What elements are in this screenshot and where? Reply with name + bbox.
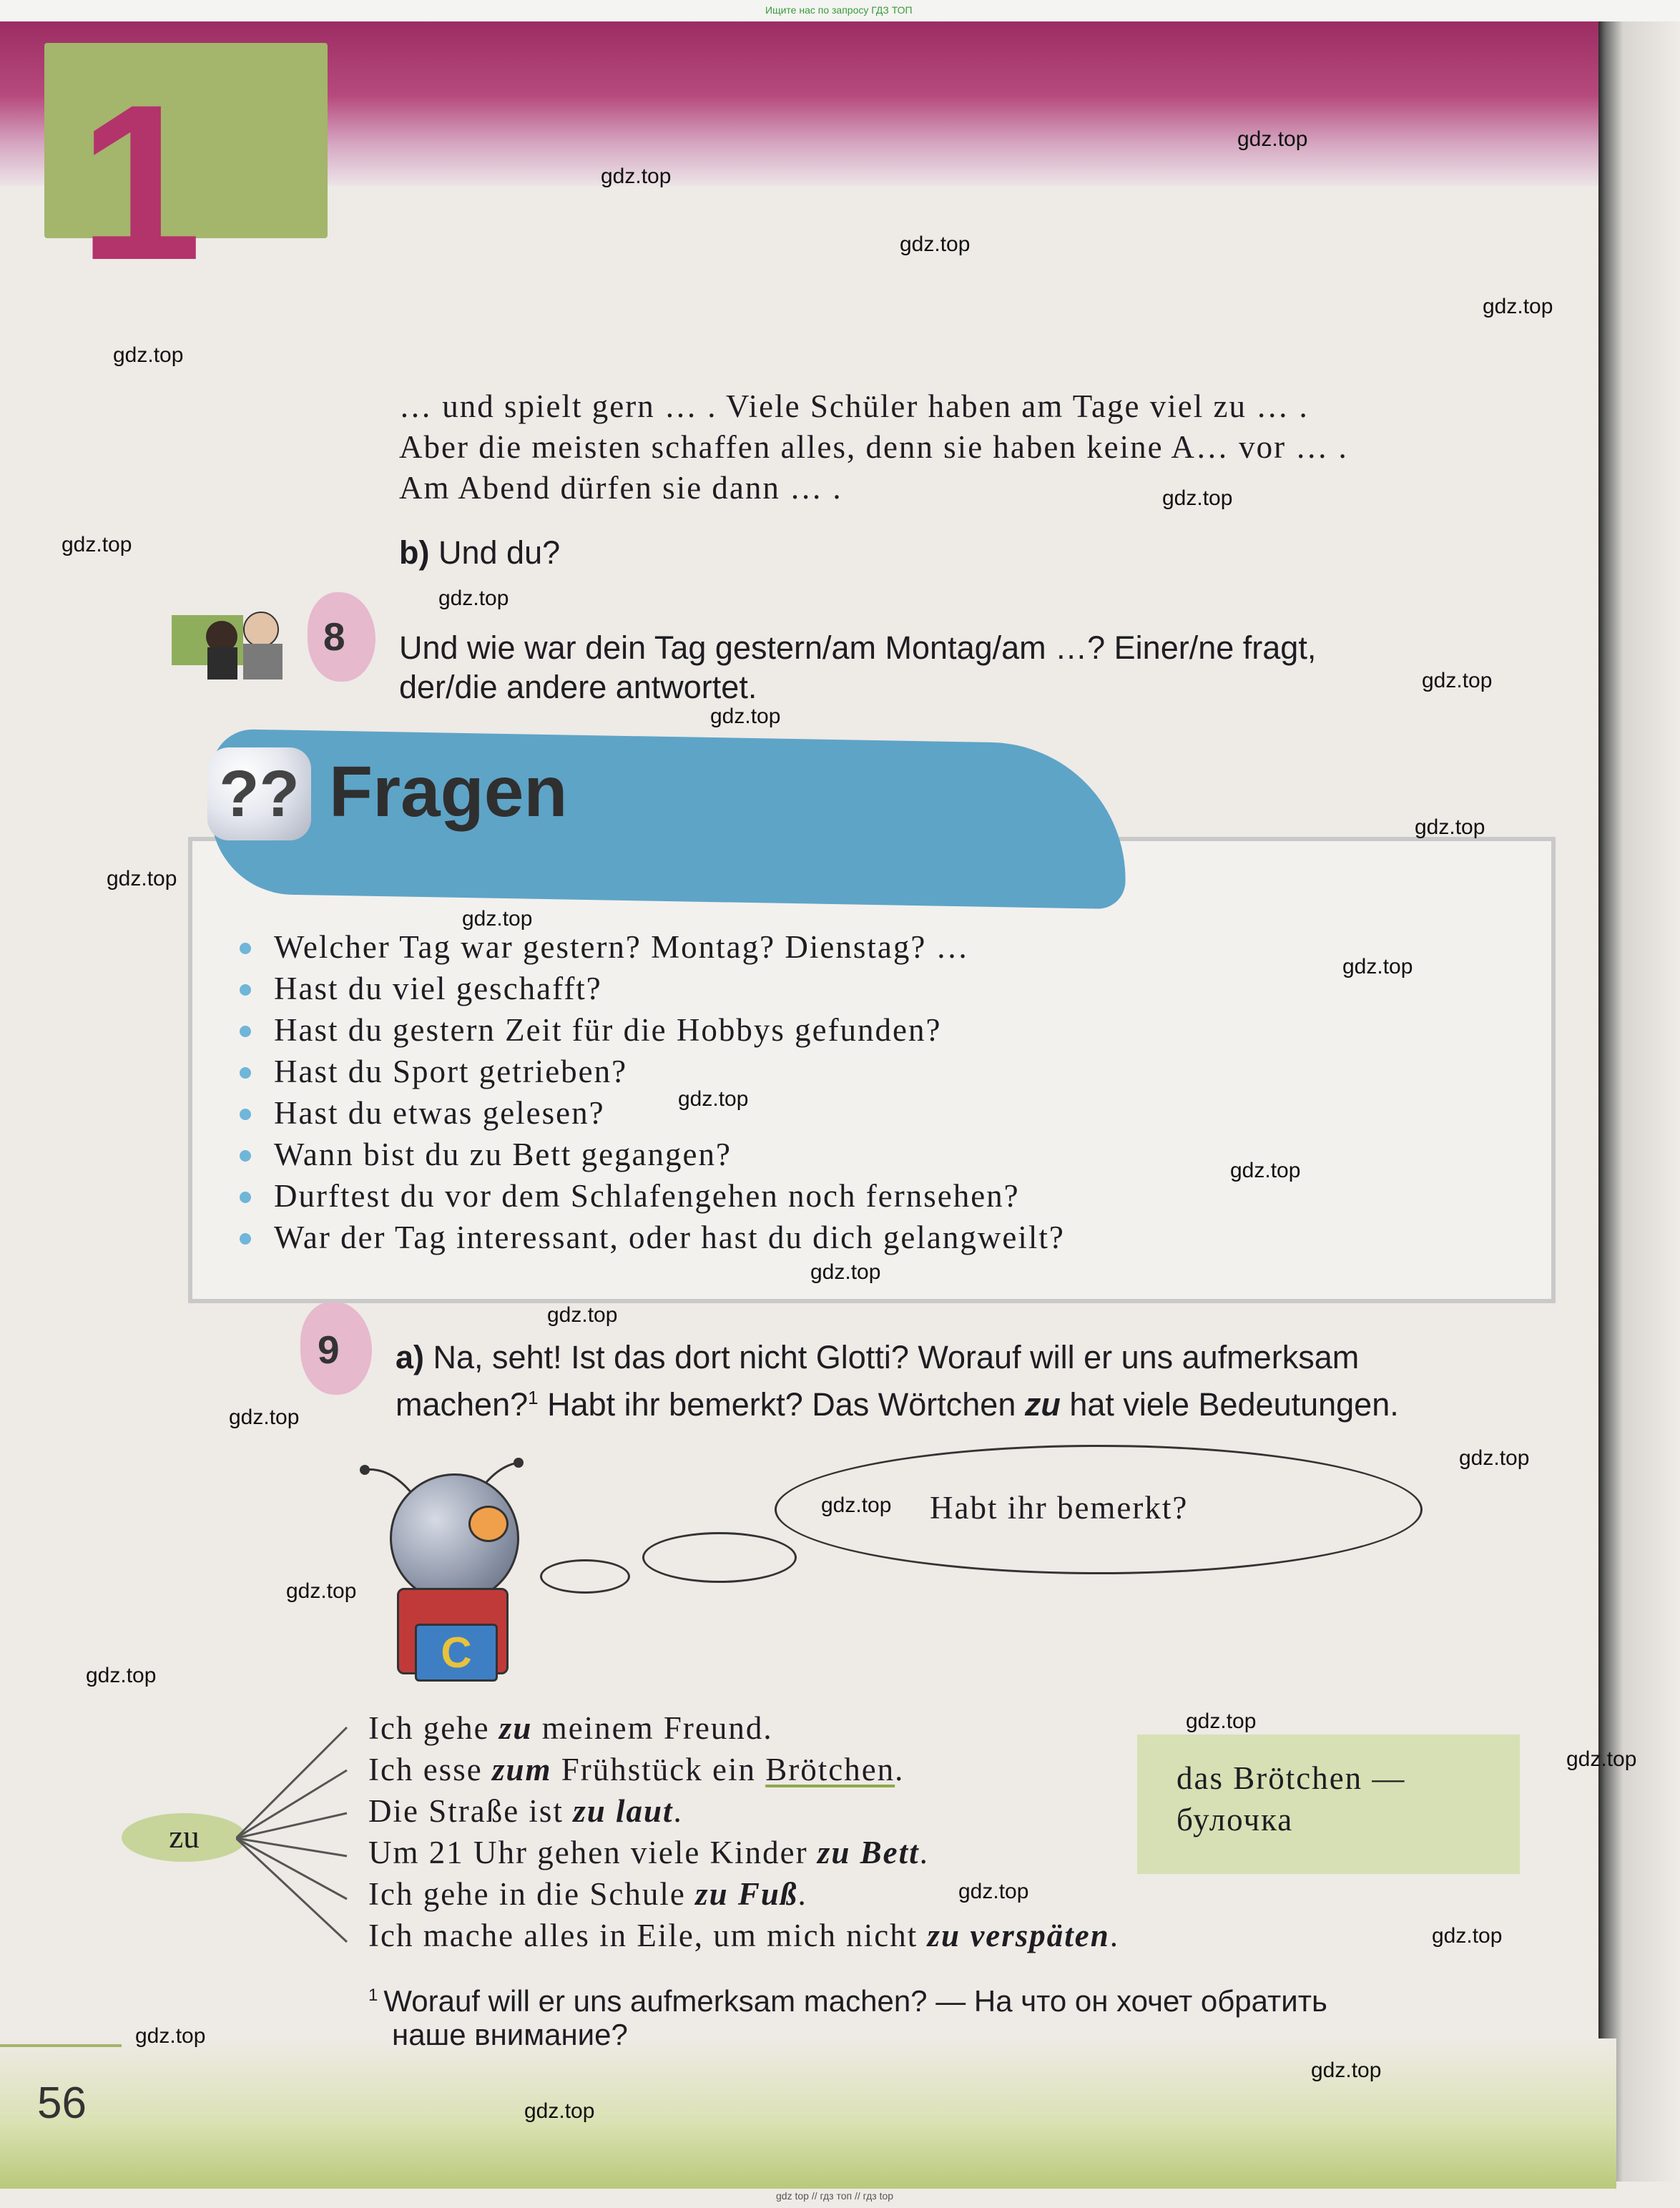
question-marks-icon: ?? <box>207 747 311 840</box>
list-item <box>240 1051 1065 1092</box>
part-b-text: Und du? <box>438 534 561 571</box>
question-text: Hast du Sport getrieben? <box>274 1054 628 1089</box>
watermark: gdz.top <box>678 1087 749 1111</box>
watermark: gdz.top <box>113 343 184 367</box>
watermark: gdz.top <box>1483 295 1553 318</box>
watermark: gdz.top <box>601 165 672 188</box>
chapter-number: 1 <box>79 58 202 306</box>
glotti-robot-letter-block-icon: C <box>415 1624 498 1682</box>
question-text: Wann bist du zu Bett gegangen? <box>274 1137 732 1172</box>
footnote-line-1 <box>368 1976 1327 2021</box>
question-text: Hast du etwas gelesen? <box>274 1095 605 1131</box>
watermark: gdz.top <box>810 1260 881 1284</box>
list-item <box>240 1134 1065 1175</box>
watermark: gdz.top <box>1162 486 1233 510</box>
ex8-line-1: Und wie war dein Tag gestern/am Montag/am …? Einer/ne fragt, <box>399 629 1317 666</box>
watermark: gdz.top <box>958 1880 1029 1903</box>
ex9-line-2 <box>396 1378 1399 1424</box>
watermark: gdz.top <box>821 1493 892 1517</box>
ex9-line-1 <box>396 1338 1359 1377</box>
zu-example-4: Um 21 Uhr gehen viele Kinder zu Bett. <box>368 1835 929 1870</box>
watermark: gdz.top <box>1237 127 1308 151</box>
intro-line-2: Aber die meisten schaffen alles, denn sie haben keine A… vor … . <box>399 429 1348 465</box>
questions-list <box>240 926 1065 1258</box>
intro-line-1: … und spielt gern … . Viele Schüler haben am Tage viel zu … . <box>399 388 1309 424</box>
footnote-ref: 1 <box>528 1387 539 1408</box>
ex9-text-1: Na, seht! Ist das dort nicht Glotti? Worauf will er uns aufmerksam <box>433 1339 1360 1375</box>
watermark: gdz.top <box>900 232 971 256</box>
question-text: War der Tag interessant, oder hast du dich gelangweilt? <box>274 1220 1065 1255</box>
zu-example-1: Ich gehe zu meinem Freund. <box>368 1710 773 1746</box>
question-text: Hast du viel geschafft? <box>274 971 602 1006</box>
zu-example-3: Die Straße ist zu laut. <box>368 1793 683 1829</box>
ex9-label: a) <box>396 1339 425 1375</box>
page-number-rule <box>0 2044 122 2047</box>
question-text: Hast du gestern Zeit für die Hobbys gefunden? <box>274 1012 942 1048</box>
ex9-number: 9 <box>318 1328 340 1372</box>
thought-bubble-small <box>540 1559 630 1594</box>
footnote-mark: 1 <box>368 1986 378 2005</box>
bullet-icon <box>240 1192 251 1203</box>
fragen-title: Fragen <box>329 752 568 832</box>
bullet-icon <box>240 1109 251 1120</box>
list-item <box>240 926 1065 968</box>
vocab-german: das Brötchen — <box>1177 1760 1406 1796</box>
watermark: gdz.top <box>229 1405 300 1429</box>
part-b <box>399 533 560 572</box>
watermark: gdz.top <box>1422 669 1493 692</box>
ex9-text-2a: machen? <box>396 1386 529 1423</box>
ex8-number: 8 <box>323 614 345 659</box>
list-item <box>240 1009 1065 1051</box>
watermark: gdz.top <box>1459 1446 1530 1470</box>
bubble-text: Habt ihr bemerkt? <box>930 1490 1189 1526</box>
ex9-word: zu <box>1024 1386 1061 1423</box>
watermark: gdz.top <box>1230 1159 1301 1182</box>
zu-example-2: Ich esse zum Frühstück ein Brötchen. <box>368 1752 905 1787</box>
watermark: gdz.top <box>1566 1747 1637 1771</box>
thought-bubble-medium <box>642 1532 797 1583</box>
watermark: gdz.top <box>710 705 781 728</box>
question-text: Welcher Tag war gestern? Montag? Dienstag? … <box>274 929 970 965</box>
glotti-robot-nose-icon <box>468 1506 509 1542</box>
zu-label-oval: zu <box>122 1813 247 1862</box>
top-note: Ищите нас по запросу ГДЗ ТОП <box>765 4 913 16</box>
bullet-icon <box>240 1150 251 1162</box>
watermark: gdz.top <box>524 2099 595 2123</box>
watermark: gdz.top <box>1186 1709 1257 1733</box>
list-item <box>240 1217 1065 1258</box>
bullet-icon <box>240 943 251 954</box>
footnote-text-1: Worauf will er uns aufmerksam machen? — На что он хочет обратить <box>383 1984 1327 2018</box>
children-illustration-icon <box>172 601 300 679</box>
bottom-note: gdz top // гдз топ // гдз top <box>776 2190 894 2202</box>
list-item <box>240 968 1065 1009</box>
watermark: gdz.top <box>86 1664 157 1687</box>
zu-connector-lines <box>236 1724 372 1963</box>
question-text: Durftest du vor dem Schlafengehen noch fernsehen? <box>274 1178 1020 1214</box>
watermark: gdz.top <box>1311 2059 1382 2082</box>
watermark: gdz.top <box>438 587 509 610</box>
ex9-text-2c: hat viele Bedeutungen. <box>1060 1386 1399 1423</box>
footnote-line-2: наше внимание? <box>392 2018 628 2051</box>
intro-line-3: Am Abend dürfen sie dann … . <box>399 470 843 506</box>
watermark: gdz.top <box>135 2024 206 2048</box>
book-spine-edge <box>1598 21 1680 2182</box>
watermark: gdz.top <box>547 1303 618 1327</box>
bullet-icon <box>240 984 251 996</box>
ex9-text-2b: Habt ihr bemerkt? Das Wörtchen <box>538 1386 1025 1423</box>
page-number: 56 <box>37 2079 87 2128</box>
part-b-label: b) <box>399 534 430 571</box>
watermark: gdz.top <box>462 907 533 931</box>
list-item <box>240 1092 1065 1134</box>
list-item <box>240 1175 1065 1217</box>
watermark: gdz.top <box>1432 1924 1503 1948</box>
zu-example-6: Ich mache alles in Eile, um mich nicht zu verspäten. <box>368 1918 1120 1953</box>
zu-example-5: Ich gehe in die Schule zu Fuß. <box>368 1876 807 1912</box>
ex8-line-2: der/die andere antwortet. <box>399 669 757 705</box>
watermark: gdz.top <box>107 867 177 890</box>
bullet-icon <box>240 1026 251 1037</box>
bullet-icon <box>240 1067 251 1079</box>
watermark: gdz.top <box>1342 955 1413 978</box>
bullet-icon <box>240 1233 251 1245</box>
vocab-russian: булочка <box>1177 1802 1294 1837</box>
watermark: gdz.top <box>62 533 132 556</box>
watermark: gdz.top <box>286 1579 357 1603</box>
watermark: gdz.top <box>1415 815 1485 839</box>
